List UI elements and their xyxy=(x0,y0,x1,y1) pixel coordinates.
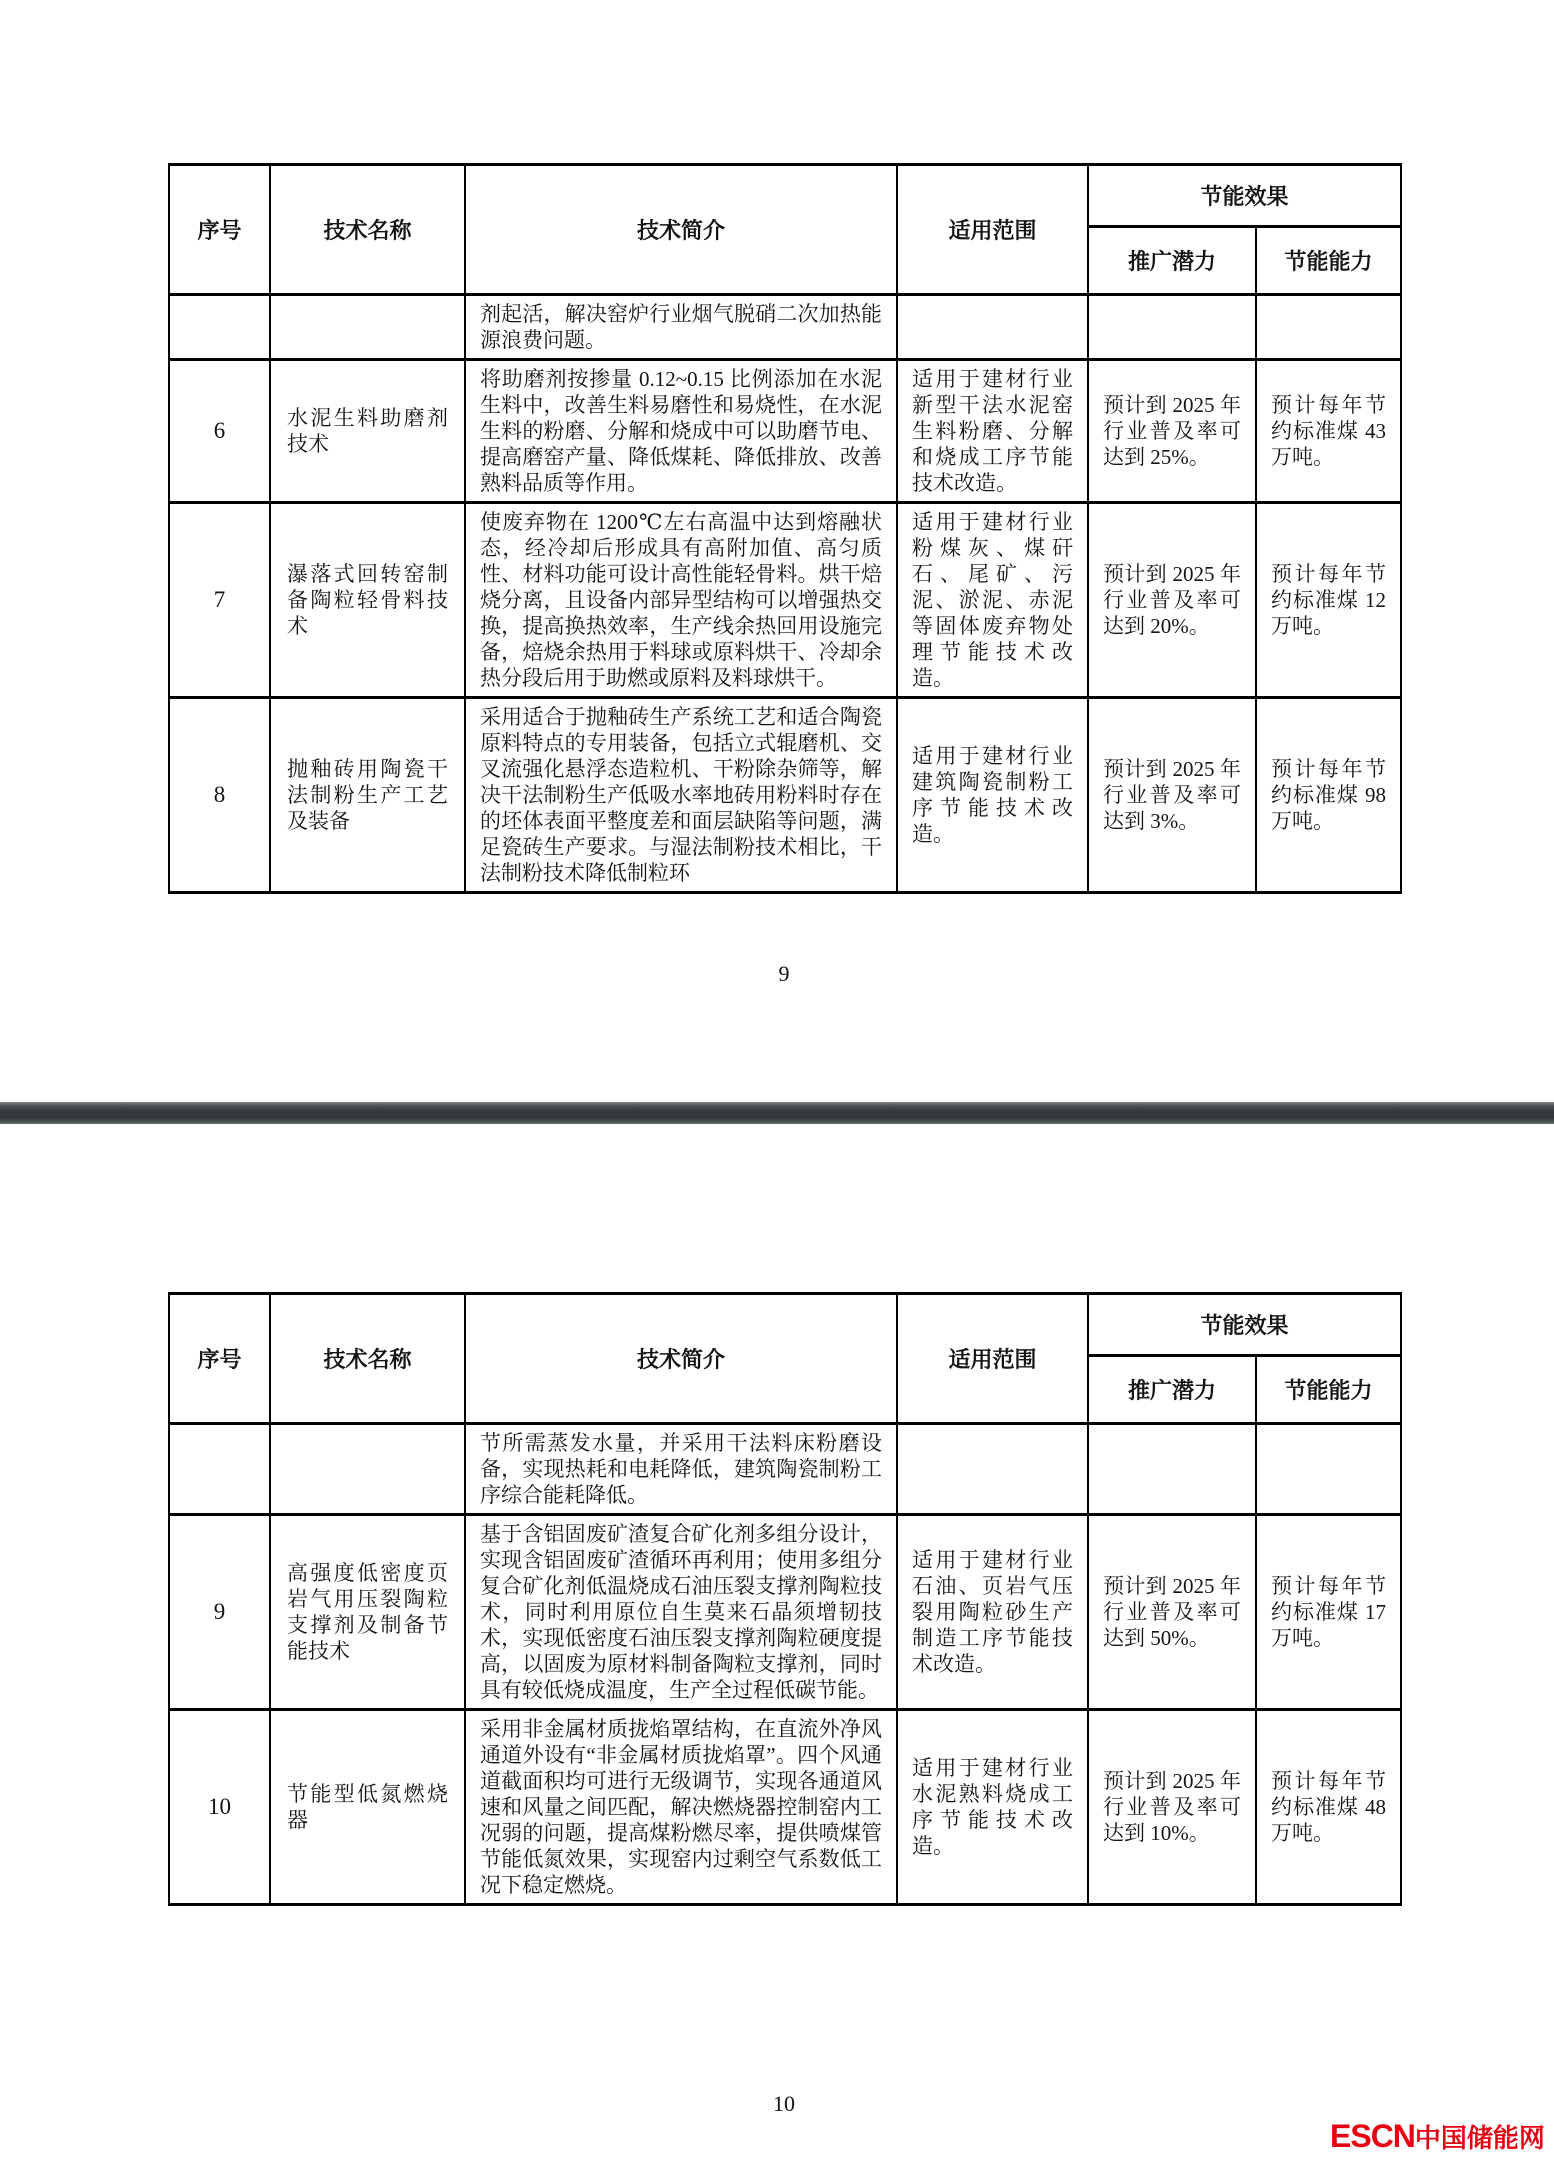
scope xyxy=(897,295,1088,360)
scope: 适用于建材行业石油、页岩气压裂用陶粒砂生产制造工序节能技术改造。 xyxy=(897,1515,1088,1710)
scope: 适用于建材行业粉煤灰、煤矸石、尾矿、污泥、淤泥、赤泥等固体废弃物处理节能技术改造。 xyxy=(897,503,1088,698)
row-no: 9 xyxy=(169,1515,270,1710)
col-header-scope: 适用范围 xyxy=(897,1294,1088,1424)
saving-capacity xyxy=(1256,295,1401,360)
saving-capacity: 预计每年节约标准煤 17 万吨。 xyxy=(1256,1515,1401,1710)
col-header-effect: 节能效果 xyxy=(1088,1294,1401,1356)
col-header-potential: 推广潜力 xyxy=(1088,227,1256,295)
row-no xyxy=(169,295,270,360)
tech-name: 高强度低密度页岩气用压裂陶粒支撑剂及制备节能技术 xyxy=(270,1515,465,1710)
col-header-effect: 节能效果 xyxy=(1088,165,1401,227)
col-header-name: 技术名称 xyxy=(270,165,465,295)
promotion-potential: 预计到 2025 年行业普及率可达到 50%。 xyxy=(1088,1515,1256,1710)
table-row xyxy=(169,360,1401,503)
tech-intro: 采用适合于抛釉砖生产系统工艺和适合陶瓷原料特点的专用装备，包括立式辊磨机、交叉流强化悬浮态造粒机、干粉除杂筛等，解决干法制粉生产低吸水率地砖用粉料时存在的坯体表面平整度差和面层缺陷等问题，满足瓷砖生产要求。与湿法制粉技术相比，干法制粉技术降低制粒环 xyxy=(465,698,897,893)
col-header-capacity: 节能能力 xyxy=(1256,227,1401,295)
col-header-intro: 技术简介 xyxy=(465,165,897,295)
page-number: 9 xyxy=(778,961,790,986)
tech-intro: 剂起活，解决窑炉行业烟气脱硝二次加热能源浪费问题。 xyxy=(465,295,897,360)
tech-intro: 将助磨剂按掺量 0.12~0.15 比例添加在水泥生料中，改善生料易磨性和易烧性，在水泥生料的粉磨、分解和烧成中可以助磨节电、提高磨窑产量、降低煤耗、降低排放、改善熟料品质等作用。 xyxy=(465,360,897,503)
promotion-potential xyxy=(1088,1424,1256,1515)
table-row xyxy=(169,1710,1401,1905)
energy-tech-table-page10 xyxy=(168,1292,1402,1906)
scope xyxy=(897,1424,1088,1515)
promotion-potential xyxy=(1088,295,1256,360)
table-row xyxy=(169,1424,1401,1515)
col-header-potential: 推广潜力 xyxy=(1088,1356,1256,1424)
page-number: 10 xyxy=(773,2091,795,2116)
tech-intro: 使废弃物在 1200℃左右高温中达到熔融状态，经冷却后形成具有高附加值、高匀质性、材料功能可设计高性能轻骨料。烘干焙烧分离，且设备内部异型结构可以增强热交换，提高换热效率，生产线余热回用设施完备，焙烧余热用于料球或原料烘干、冷却余热分段后用于助燃或原料及料球烘干。 xyxy=(465,503,897,698)
scope: 适用于建材行业新型干法水泥窑生料粉磨、分解和烧成工序节能技术改造。 xyxy=(897,360,1088,503)
tech-name xyxy=(270,1424,465,1515)
table-row xyxy=(169,1515,1401,1710)
escn-logo xyxy=(1330,2118,1545,2155)
promotion-potential: 预计到 2025 年行业普及率可达到 20%。 xyxy=(1088,503,1256,698)
tech-intro: 基于含铝固废矿渣复合矿化剂多组分设计，实现含铝固废矿渣循环再利用；使用多组分复合矿化剂低温烧成石油压裂支撑剂陶粒技术，同时利用原位自生莫来石晶须增韧技术，实现低密度石油压裂支撑剂陶粒硬度提高，以固废为原材料制备陶粒支撑剂，同时具有较低烧成温度，生产全过程低碳节能。 xyxy=(465,1515,897,1710)
page-separator-bar xyxy=(0,1102,1554,1124)
row-no: 10 xyxy=(169,1710,270,1905)
scope: 适用于建材行业建筑陶瓷制粉工序节能技术改造。 xyxy=(897,698,1088,893)
table-row xyxy=(169,698,1401,893)
row-no xyxy=(169,1424,270,1515)
saving-capacity: 预计每年节约标准煤 98 万吨。 xyxy=(1256,698,1401,893)
tech-intro: 采用非金属材质拢焰罩结构，在直流外净风通道外设有“非金属材质拢焰罩”。四个风通道截面积均可进行无级调节，实现各通道风速和风量之间匹配，解决燃烧器控制窑内工况弱的问题，提高煤粉燃尽率，提供喷煤管节能低氮效果，实现窑内过剩空气系数低工况下稳定燃烧。 xyxy=(465,1710,897,1905)
tech-intro: 节所需蒸发水量，并采用干法料床粉磨设备，实现热耗和电耗降低，建筑陶瓷制粉工序综合能耗降低。 xyxy=(465,1424,897,1515)
col-header-scope: 适用范围 xyxy=(897,165,1088,295)
promotion-potential: 预计到 2025 年行业普及率可达到 10%。 xyxy=(1088,1710,1256,1905)
energy-tech-table-page9 xyxy=(168,163,1402,894)
row-no: 7 xyxy=(169,503,270,698)
escn-logo-latin: ESCN xyxy=(1330,2118,1415,2154)
row-no: 6 xyxy=(169,360,270,503)
saving-capacity: 预计每年节约标准煤 12 万吨。 xyxy=(1256,503,1401,698)
saving-capacity xyxy=(1256,1424,1401,1515)
tech-name: 瀑落式回转窑制备陶粒轻骨料技术 xyxy=(270,503,465,698)
tech-name: 节能型低氮燃烧器 xyxy=(270,1710,465,1905)
escn-logo-chinese: 中国储能网 xyxy=(1414,2123,1545,2153)
col-header-no: 序号 xyxy=(169,1294,270,1424)
col-header-no: 序号 xyxy=(169,165,270,295)
saving-capacity: 预计每年节约标准煤 43 万吨。 xyxy=(1256,360,1401,503)
tech-name: 水泥生料助磨剂技术 xyxy=(270,360,465,503)
row-no: 8 xyxy=(169,698,270,893)
scope: 适用于建材行业水泥熟料烧成工序节能技术改造。 xyxy=(897,1710,1088,1905)
promotion-potential: 预计到 2025 年行业普及率可达到 25%。 xyxy=(1088,360,1256,503)
table-row xyxy=(169,295,1401,360)
saving-capacity: 预计每年节约标准煤 48 万吨。 xyxy=(1256,1710,1401,1905)
promotion-potential: 预计到 2025 年行业普及率可达到 3%。 xyxy=(1088,698,1256,893)
col-header-intro: 技术简介 xyxy=(465,1294,897,1424)
col-header-capacity: 节能能力 xyxy=(1256,1356,1401,1424)
col-header-name: 技术名称 xyxy=(270,1294,465,1424)
tech-name: 抛釉砖用陶瓷干法制粉生产工艺及装备 xyxy=(270,698,465,893)
table-row xyxy=(169,503,1401,698)
tech-name xyxy=(270,295,465,360)
